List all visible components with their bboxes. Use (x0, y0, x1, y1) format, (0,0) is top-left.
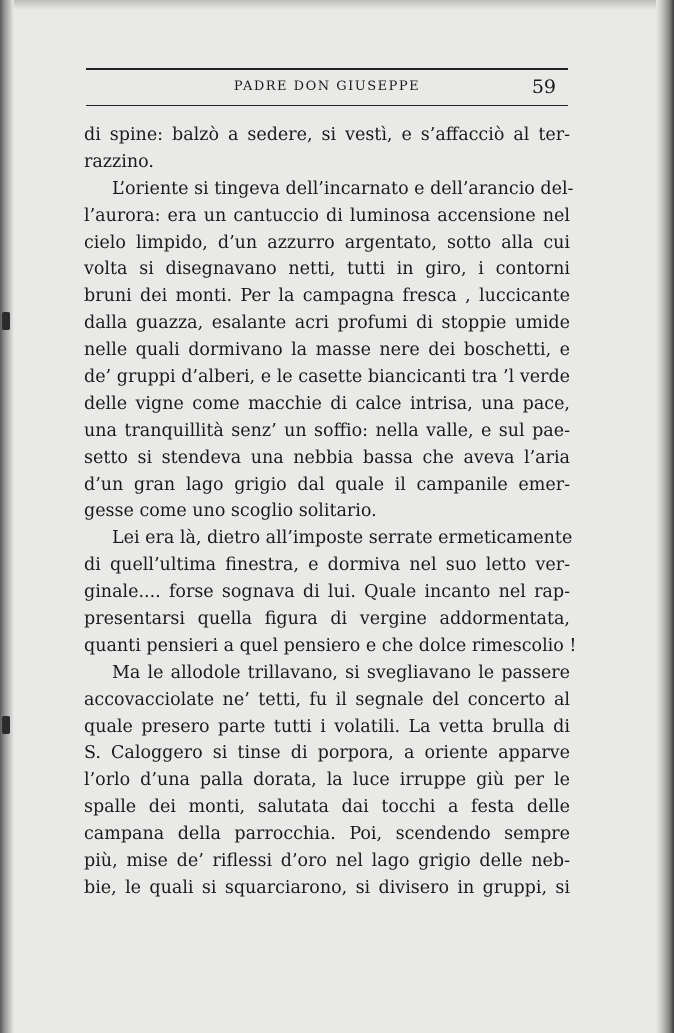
text-line: bruni dei monti. Per la campagna fresca , luccicante (84, 286, 570, 307)
text-line: bie, le quali si squarciarono, si divisero in gruppi, si (84, 877, 570, 898)
text-line: accovacciolate ne’ tetti, fu il segnale del concerto al (84, 689, 570, 710)
page-number: 59 (531, 76, 556, 98)
header-rule-bottom (86, 105, 568, 106)
page-outer-edge (656, 0, 674, 1033)
text-line: de’ gruppi d’alberi, e le casette biancicanti tra ’l verde (84, 367, 570, 388)
text-line: S. Caloggero si tinse di porpora, a oriente apparve (84, 743, 570, 764)
page-top-edge (0, 0, 674, 10)
text-line: d’un gran lago grigio dal quale il campanile emer- (84, 474, 570, 495)
binding-mark (2, 716, 10, 734)
text-line: di spine: balzò a sedere, si vestì, e s’affacciò al ter- (84, 125, 570, 145)
text-line: L’oriente si tingeva dell’incarnato e dell’arancio del- (112, 178, 574, 199)
text-line: dalla guazza, esalante acri profumi di stoppie umide (84, 313, 570, 334)
text-line: quale presero parte tutti i volatili. La vetta brulla di (84, 716, 570, 737)
text-line: volta si disegnavano netti, tutti in giro, i contorni (84, 259, 570, 280)
text-line: nelle quali dormivano la masse nere dei boschetti, e (84, 340, 570, 361)
text-line: l’orlo d’una palla dorata, la luce irruppe giù per le (84, 770, 570, 791)
text-line: ginale.... forse sognava di lui. Quale incanto nel rap- (84, 582, 570, 603)
header-rule-top (86, 68, 568, 70)
text-line: spalle dei monti, salutata dai tocchi a festa delle (84, 797, 570, 818)
text-line: di quell’ultima finestra, e dormiva nel suo letto ver- (84, 555, 570, 576)
text-line: più, mise de’ riflessi d’oro nel lago grigio delle neb- (84, 851, 570, 872)
text-line: Ma le allodole trillavano, si svegliavano le passere (112, 662, 570, 683)
text-line: delle vigne come macchie di calce intrisa, una pace, (84, 393, 570, 414)
text-line: Lei era là, dietro all’imposte serrate ermeticamente (112, 528, 573, 549)
text-line: presentarsi quella figura di vergine addormentata, (84, 609, 570, 630)
text-line: setto si stendeva una nebbia bassa che aveva l’aria (84, 447, 570, 468)
text-line: campana della parrocchia. Poi, scendendo sempre (84, 824, 570, 845)
text-line: quanti pensieri a quel pensiero e che dolce rimescolio ! (84, 635, 577, 656)
text-line: una tranquillità senz’ un soffio: nella valle, e sul pae- (84, 420, 570, 441)
page-header (86, 68, 568, 108)
binding-mark (2, 312, 10, 330)
text-line: gesse come uno scoglio solitario. (84, 501, 377, 522)
body-text (84, 122, 577, 902)
text-line: cielo limpido, d’un azzurro argentato, sotto alla cui (84, 232, 570, 253)
text-line: razzino. (84, 151, 154, 172)
text-line: l’aurora: era un cantuccio di luminosa accensione nel (84, 205, 570, 226)
running-title: PADRE DON GIUSEPPE (233, 79, 421, 94)
page-binding-edge (0, 0, 14, 1033)
